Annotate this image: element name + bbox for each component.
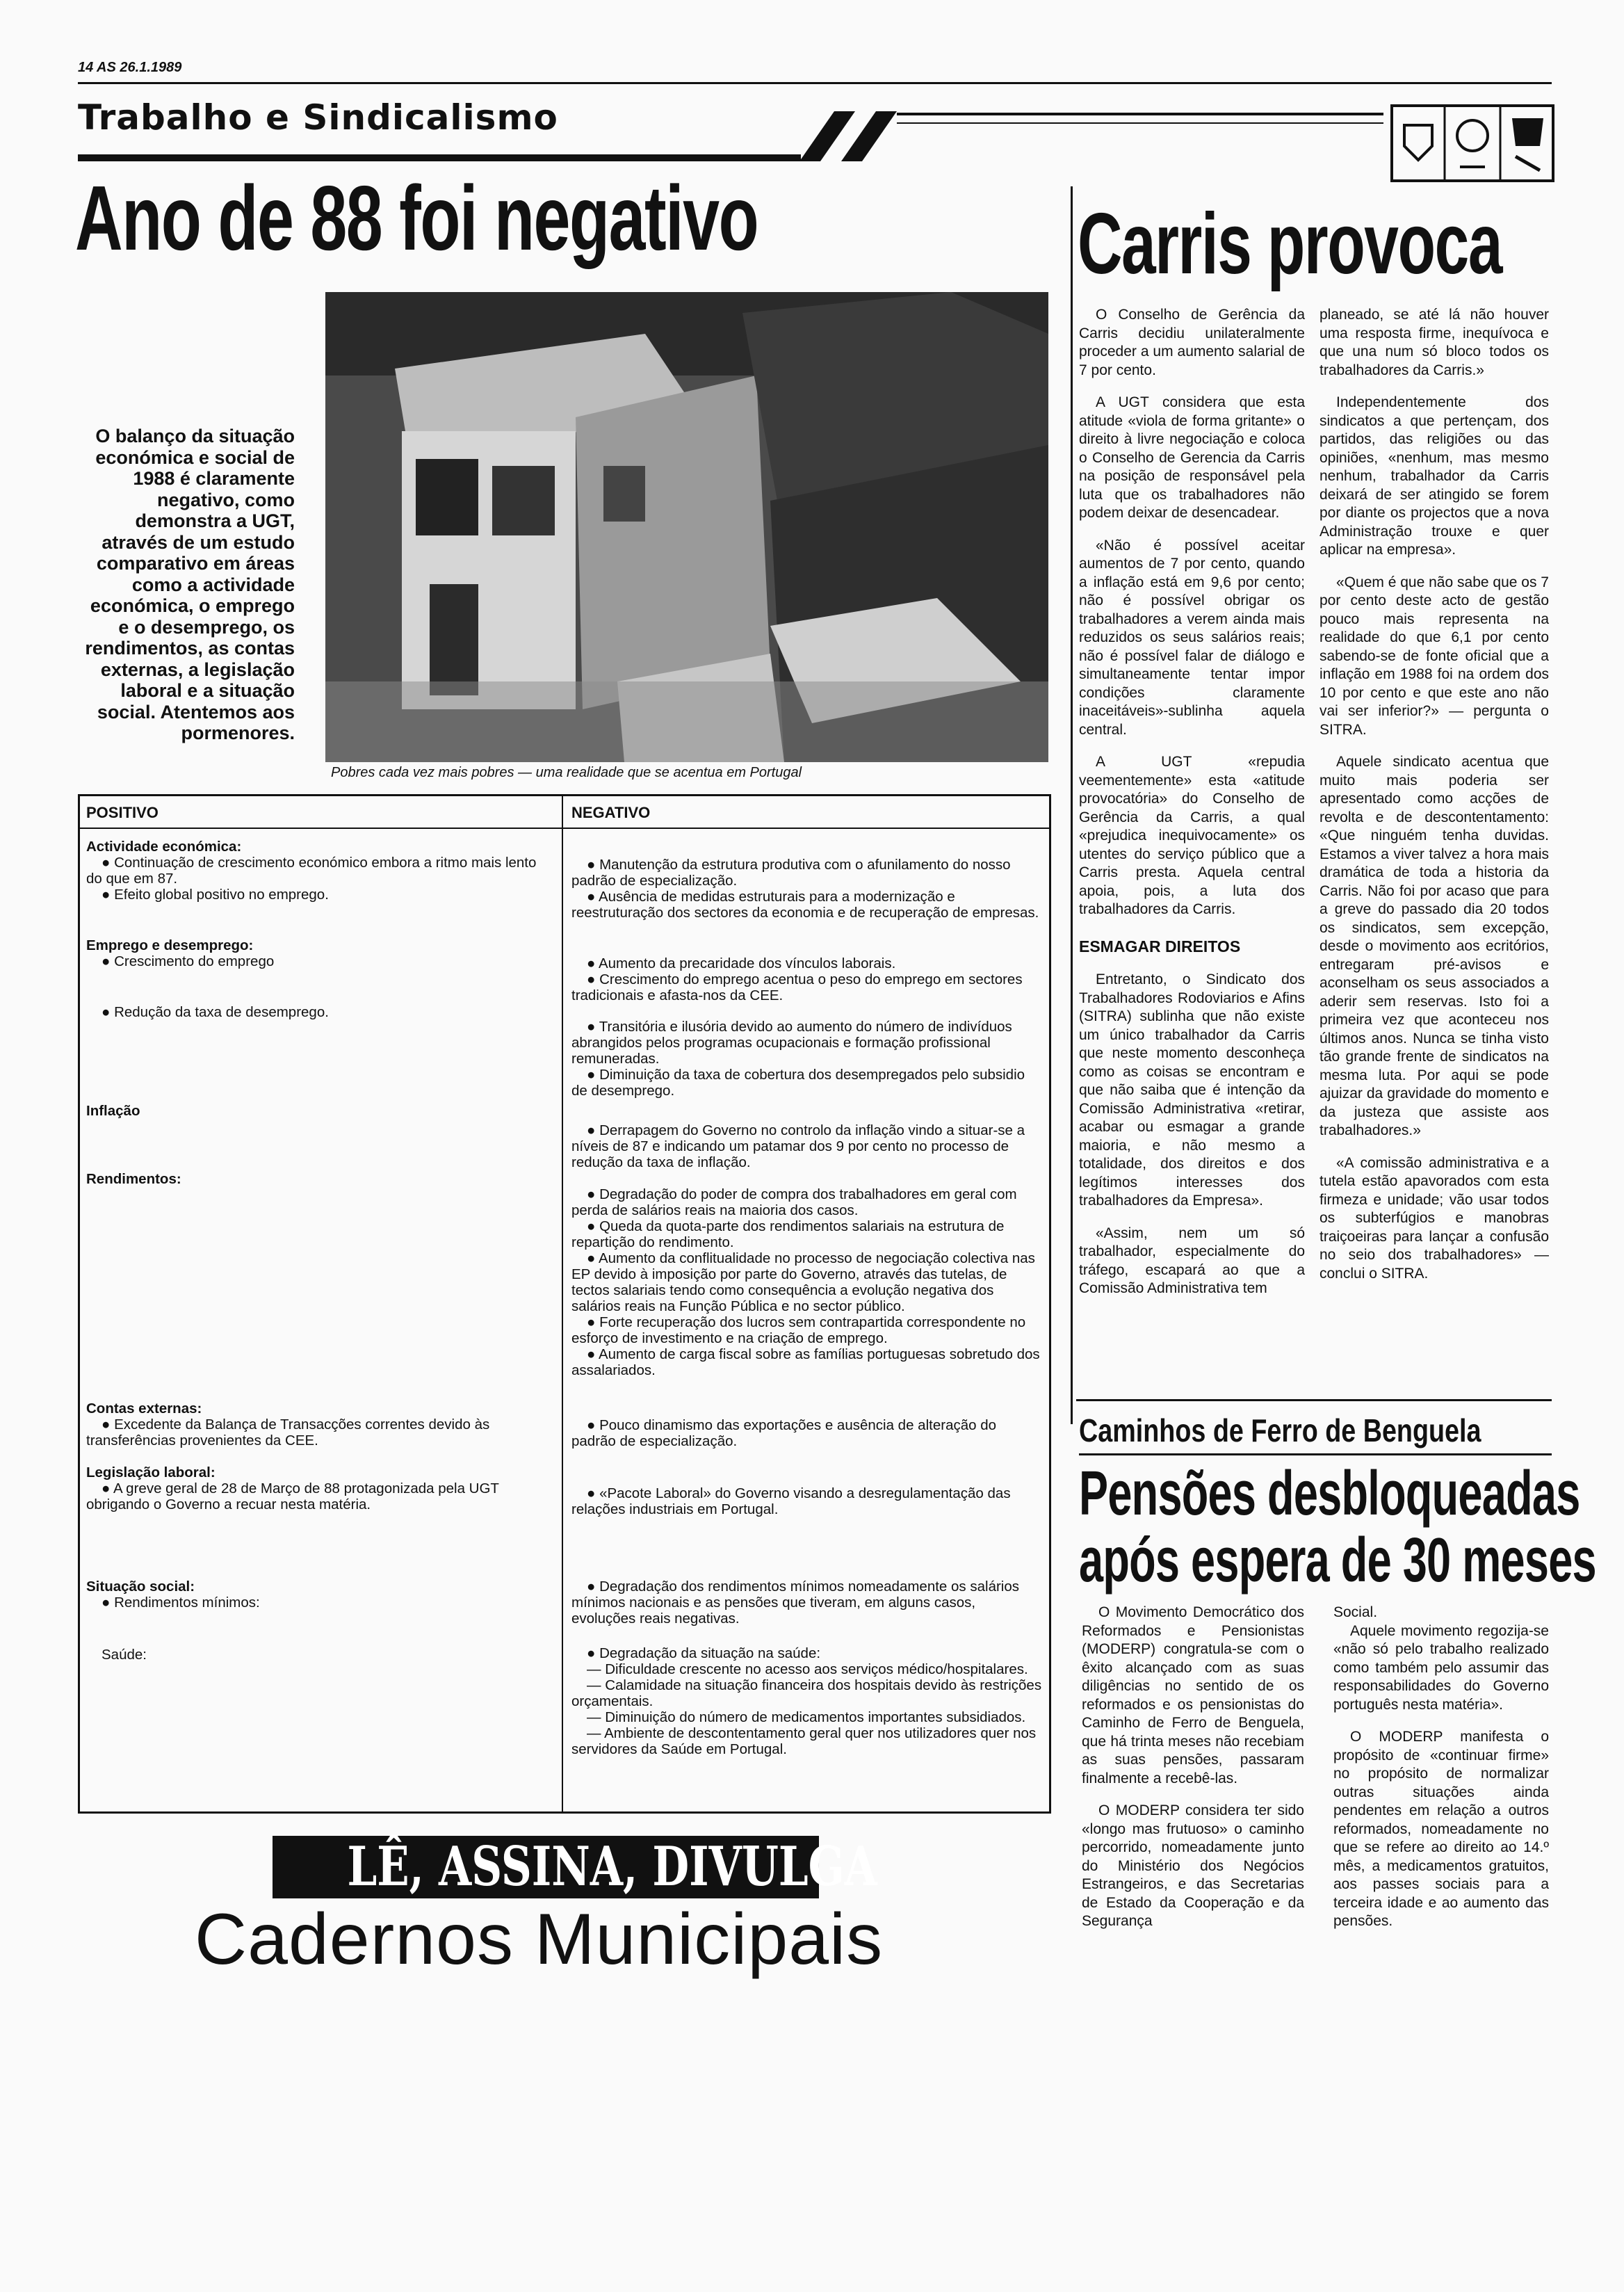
column-divider <box>1071 186 1073 1424</box>
row-inflacao-positive <box>86 1103 553 1119</box>
row-label: Situação social: <box>86 1579 195 1595</box>
table-item: ● Excedente da Balança de Transacções correntes devido às transferências provenientes da CEE. <box>86 1417 490 1448</box>
table-item: ● Continuação de crescimento económico embora a ritmo mais lento do que em 87. <box>86 855 537 887</box>
row-contas-positive <box>86 1401 553 1448</box>
table-item: — Ambiente de descontentamento geral quer nos utilizadores quer nos servidores da Saúde em Portugal. <box>571 1725 1037 1757</box>
table-item: ● Rendimentos mínimos: <box>102 1595 260 1611</box>
carris-headline: Carris provoca <box>1078 196 1502 292</box>
benguela-column-2 <box>1333 1604 1549 1945</box>
section-rule <box>897 113 1383 115</box>
ad-title: Cadernos Municipais <box>195 1899 884 1980</box>
article-headline: Ano de 88 foi negativo <box>75 167 758 269</box>
row-rendimentos-negative <box>571 1186 1043 1378</box>
row-inflacao-negative <box>571 1122 1043 1170</box>
table-item: ● Diminuição da taxa de cobertura dos desempregados pelo subsidio de desemprego. <box>571 1067 1025 1099</box>
table-item: ● Derrapagem do Governo no controlo da inflação vindo a situar-se a níveis de 87 e indicando um patamar dos 9 por cento no processo de redução da taxa de inflação. <box>571 1122 1025 1170</box>
table-item: ● Transitória e ilusória devido ao aumento do número de indivíduos abrangidos pelos programas ocupacionais e formação profissional remuneradas. <box>571 1019 1012 1067</box>
table-item: — Dificuldade crescente no acesso aos serviços médico/hospitalares. <box>587 1661 1028 1677</box>
paragraph: Social. <box>1333 1604 1378 1620</box>
table-item: ● Crescimento do emprego acentua o peso do emprego em sectores tradicionais e afasta-nos da CEE. <box>571 971 1023 1003</box>
row-label: Emprego e desemprego: <box>86 937 254 953</box>
paragraph: Independentemente dos sindicatos a que pertençam, dos partidos, das religiões ou das opiniões, «nenhum, mas mesmo nenhum, trabalhador da Carris deixará de ser atingido se forem por diante os projectos que a nova Administração trouxe e quer aplicar na empresa». <box>1320 394 1549 558</box>
article-intro: O balanço da situação económica e social de 1988 é claramente negativo, como demonstra a UGT, através de um estudo comparativo em áreas como a actividade económica, o emprego e o desemprego, os rendimentos, as contas externas, a legislação laboral e a situação social. Atentemos aos pormenores. <box>85 426 295 743</box>
table-item: ● Aumento da conflitualidade no processo de negociação colectiva nas EP devido à imposição por parte do Governo, através das tutelas, de tectos salariais tendo como consequência a evolução negativa dos salários reais na Função Pública e no sector público. <box>571 1250 1035 1314</box>
table-item: ● Crescimento do emprego <box>102 953 275 969</box>
table-item: ● Ausência de medidas estruturais para a modernização e reestruturação dos sectores da economia e de recuperação de empresas. <box>571 889 1039 921</box>
paragraph: O MODERP considera ter sido «longo mas frutuoso» o caminho percorrido, nomeadamente junto do Ministério dos Negócios Estrangeiros, e das Secretarias de Estado da Cooperação e da Segurança <box>1082 1802 1304 1929</box>
row-rendimentos-positive <box>86 1171 553 1187</box>
table-item: Saúde: <box>102 1647 147 1663</box>
row-social-positive-2 <box>102 1647 553 1663</box>
page-info: 14 AS 26.1.1989 <box>78 60 182 75</box>
row-emprego-positive-1 <box>86 937 553 969</box>
paragraph: O Movimento Democrático dos Reformados e Pensionistas (MODERP) congratula-se com o êxito alcançado com as suas diligências no sentido de os reformados e os pensionistas do Caminho de Ferro de Benguela, que há trinta meses não recebiam as suas pensões, passaram finalmente a recebê-las. <box>1082 1604 1304 1786</box>
table-item: ● Degradação da situação na saúde: <box>587 1645 821 1661</box>
table-item: ● Redução da taxa de desemprego. <box>102 1004 329 1020</box>
slash-ornament <box>772 111 911 161</box>
ad-banner-text: LÊ, ASSINA, DIVULGA <box>347 1835 877 1898</box>
paragraph: A UGT «repudia veementemente» esta «atitude provocatória» do Conselho de Gerência da Carris, a qual «prejudica inequivocamente» os utentes do serviço público que a Carris presta. Aquela central apoia, pois, a luta dos trabalhadores da Carris. <box>1079 754 1305 917</box>
table-header-rule <box>78 828 1051 829</box>
benguela-column-1 <box>1082 1604 1304 1945</box>
paragraph: O MODERP manifesta o propósito de «continuar firme» no propósito de normalizar outras situações ainda pendentes em relação a outros reformados, nomeadamente no que se refere ao direito ao 14.º mês, a medicamentos gratuitos, aos passes sociais para a terceira idade e ao aumento das pensões. <box>1333 1729 1549 1929</box>
carris-column-2 <box>1320 306 1549 1297</box>
table-item: ● Efeito global positivo no emprego. <box>102 887 329 903</box>
table-column-divider <box>562 794 563 1814</box>
paragraph: Aquele movimento regozija-se «não só pelo trabalho realizado como também pelo assumir das responsabilidades do Governo português nesta matéria». <box>1333 1622 1549 1713</box>
paragraph: «Quem é que não sabe que os 7 por cento deste acto de gestão pouco mais representa na realidade do que 6,1 por cento sabendo-se de fonte oficial que a inflação em 1988 foi na ordem dos 10 por cento e que este ano não vai ser inferior?» — pergunta o SITRA. <box>1320 574 1549 738</box>
table-item: ● Pouco dinamismo das exportações e ausência de alteração do padrão de especialização. <box>571 1417 997 1449</box>
workers-logo-icon <box>1390 104 1554 182</box>
table-item: ● Queda da quota-parte dos rendimentos salariais na estrutura de repartição do rendimento. <box>571 1218 1005 1250</box>
benguela-kicker: Caminhos de Ferro de Benguela <box>1079 1412 1481 1448</box>
carris-subhead: ESMAGAR DIREITOS <box>1079 937 1241 955</box>
table-header-positive: POSITIVO <box>86 804 159 821</box>
table-item: ● Aumento da precaridade dos vínculos laborais. <box>587 955 896 971</box>
ad-banner <box>273 1835 877 1898</box>
table-item: ● Degradação do poder de compra dos trabalhadores em geral com perda de salários reais na maioria dos casos. <box>571 1186 1017 1218</box>
section-title: Trabalho e Sindicalismo <box>78 97 558 138</box>
section-rule-thin <box>897 122 1383 124</box>
section-bar <box>78 154 801 161</box>
paragraph: O Conselho de Gerência da Carris decidiu unilateralmente proceder a um aumento salarial de 7 por cento. <box>1079 307 1305 378</box>
table-item: — Diminuição do número de medicamentos importantes subsidiados. <box>587 1709 1026 1725</box>
row-actividade-positive <box>86 839 553 903</box>
row-emprego-negative <box>571 955 1043 1099</box>
row-label: Legislação laboral: <box>86 1464 216 1480</box>
article-separator <box>1076 1399 1552 1401</box>
paragraph: «Assim, nem um só trabalhador, especialmente do tráfego, escapará ao que a Comissão Administrativa tem <box>1079 1225 1305 1296</box>
row-label: Inflação <box>86 1103 140 1119</box>
row-actividade-negative <box>571 857 1043 921</box>
kicker-rule <box>1079 1453 1552 1455</box>
photo-caption: Pobres cada vez mais pobres — uma realidade que se acentua em Portugal <box>331 765 802 780</box>
news-photo <box>325 292 1048 762</box>
headline-line-2: após espera de 30 meses <box>1079 1526 1596 1595</box>
paragraph: «A comissão administrativa e a tutela estão apavorados com esta firmeza e unidade; vão usar todos os subterfúgios e manobras traiçoeiras para lançar a confusão no seio dos trabalhadores» — conclui o SITRA. <box>1320 1154 1549 1282</box>
carris-column-1 <box>1079 306 1305 1312</box>
row-label: Rendimentos: <box>86 1171 181 1187</box>
row-legislacao-positive <box>86 1464 553 1512</box>
table-item: ● Forte recuperação dos lucros sem contrapartida correspondente no esforço de investimento e na criação de emprego. <box>571 1314 1026 1346</box>
paragraph: planeado, se até lá não houver uma resposta firme, inequívoca e que una num só bloco todos os trabalhadores da Carris.» <box>1320 307 1549 378</box>
paragraph: Aquele sindicato acentua que muito mais poderia ser apresentado como acções de revolta e de descontentamento: «Que ninguém tenha duvidas. Estamos a viver talvez a hora mais dramática de toda a historia da Carris. Não foi por acaso que para a greve do passado dia 20 todos os sindicatos, sem excepção, desde o movimento aos ecritórios, entregaram pré-avisos e aconselham os seus associados a aderir sem reservas. Isto foi a primeira vez que aconteceu nos últimos anos. Nunca se tinha visto tão grande frente de sindicatos na mesma luta. Por aqui se pode ajuizar da gravidade do momento e da justeza que assiste aos trabalhadores.» <box>1320 754 1549 1138</box>
paragraph: Entretanto, o Sindicato dos Trabalhadores Rodoviarios e Afins (SITRA) sublinha que não existe um único trabalhador da Carris que neste momento desconheça como as coisas se encontram e que não saiba que é intenção da Comissão Administrativa «retirar, acabar ou esmagar a grande maioria, e não mesmo a totalidade, dos direitos e dos legítimos interesses dos trabalhadores da Empresa». <box>1079 971 1305 1209</box>
table-item: ● Manutenção da estrutura produtiva com o afunilamento do nosso padrão de especialização. <box>571 857 1011 889</box>
benguela-headline <box>1079 1460 1596 1594</box>
paragraph: «Não é possível aceitar aumentos de 7 por cento, quando a inflação está em 9,6 por cento; não é possível obrigar os trabalhadores a verem ainda mais reduzidos os seus salários reais; não é possível falar de diálogo e simultaneamente tentar impor condições claramente inaceitáveis»-sublinha aquela central. <box>1079 537 1305 738</box>
table-header-negative: NEGATIVO <box>571 804 651 821</box>
paragraph: A UGT considera que esta atitude «viola de forma gritante» o direito à livre negociação e coloca o Conselho de Gerencia da Carris na posição de responsável pela luta que os trabalhadores não podem deixar de desencadear. <box>1079 394 1305 521</box>
top-rule <box>78 82 1552 84</box>
row-social-negative-2 <box>571 1645 1043 1757</box>
row-label: Actividade económica: <box>86 839 242 855</box>
row-label: Contas externas: <box>86 1401 202 1417</box>
table-item: ● Aumento de carga fiscal sobre as famílias portuguesas sobretudo dos assalariados. <box>571 1346 1040 1378</box>
headline-line-1: Pensões desbloqueadas <box>1079 1459 1580 1528</box>
table-item: — Calamidade na situação financeira dos hospitais devido às restrições orçamentais. <box>571 1677 1042 1709</box>
table-item: ● «Pacote Laboral» do Governo visando a desregulamentação das relações industriais em Portugal. <box>571 1485 1011 1517</box>
row-contas-negative <box>571 1417 1043 1449</box>
row-legislacao-negative <box>571 1485 1043 1517</box>
table-item: ● A greve geral de 28 de Março de 88 protagonizada pela UGT obrigando o Governo a recuar nesta matéria. <box>86 1480 499 1512</box>
row-social-positive-1 <box>86 1579 553 1611</box>
table-item: ● Degradação dos rendimentos mínimos nomeadamente os salários mínimos nacionais e as pensões que tiveram, em alguns casos, evoluções reais negativas. <box>571 1579 1020 1627</box>
row-emprego-positive-2 <box>86 1004 553 1020</box>
row-social-negative-1 <box>571 1579 1043 1627</box>
